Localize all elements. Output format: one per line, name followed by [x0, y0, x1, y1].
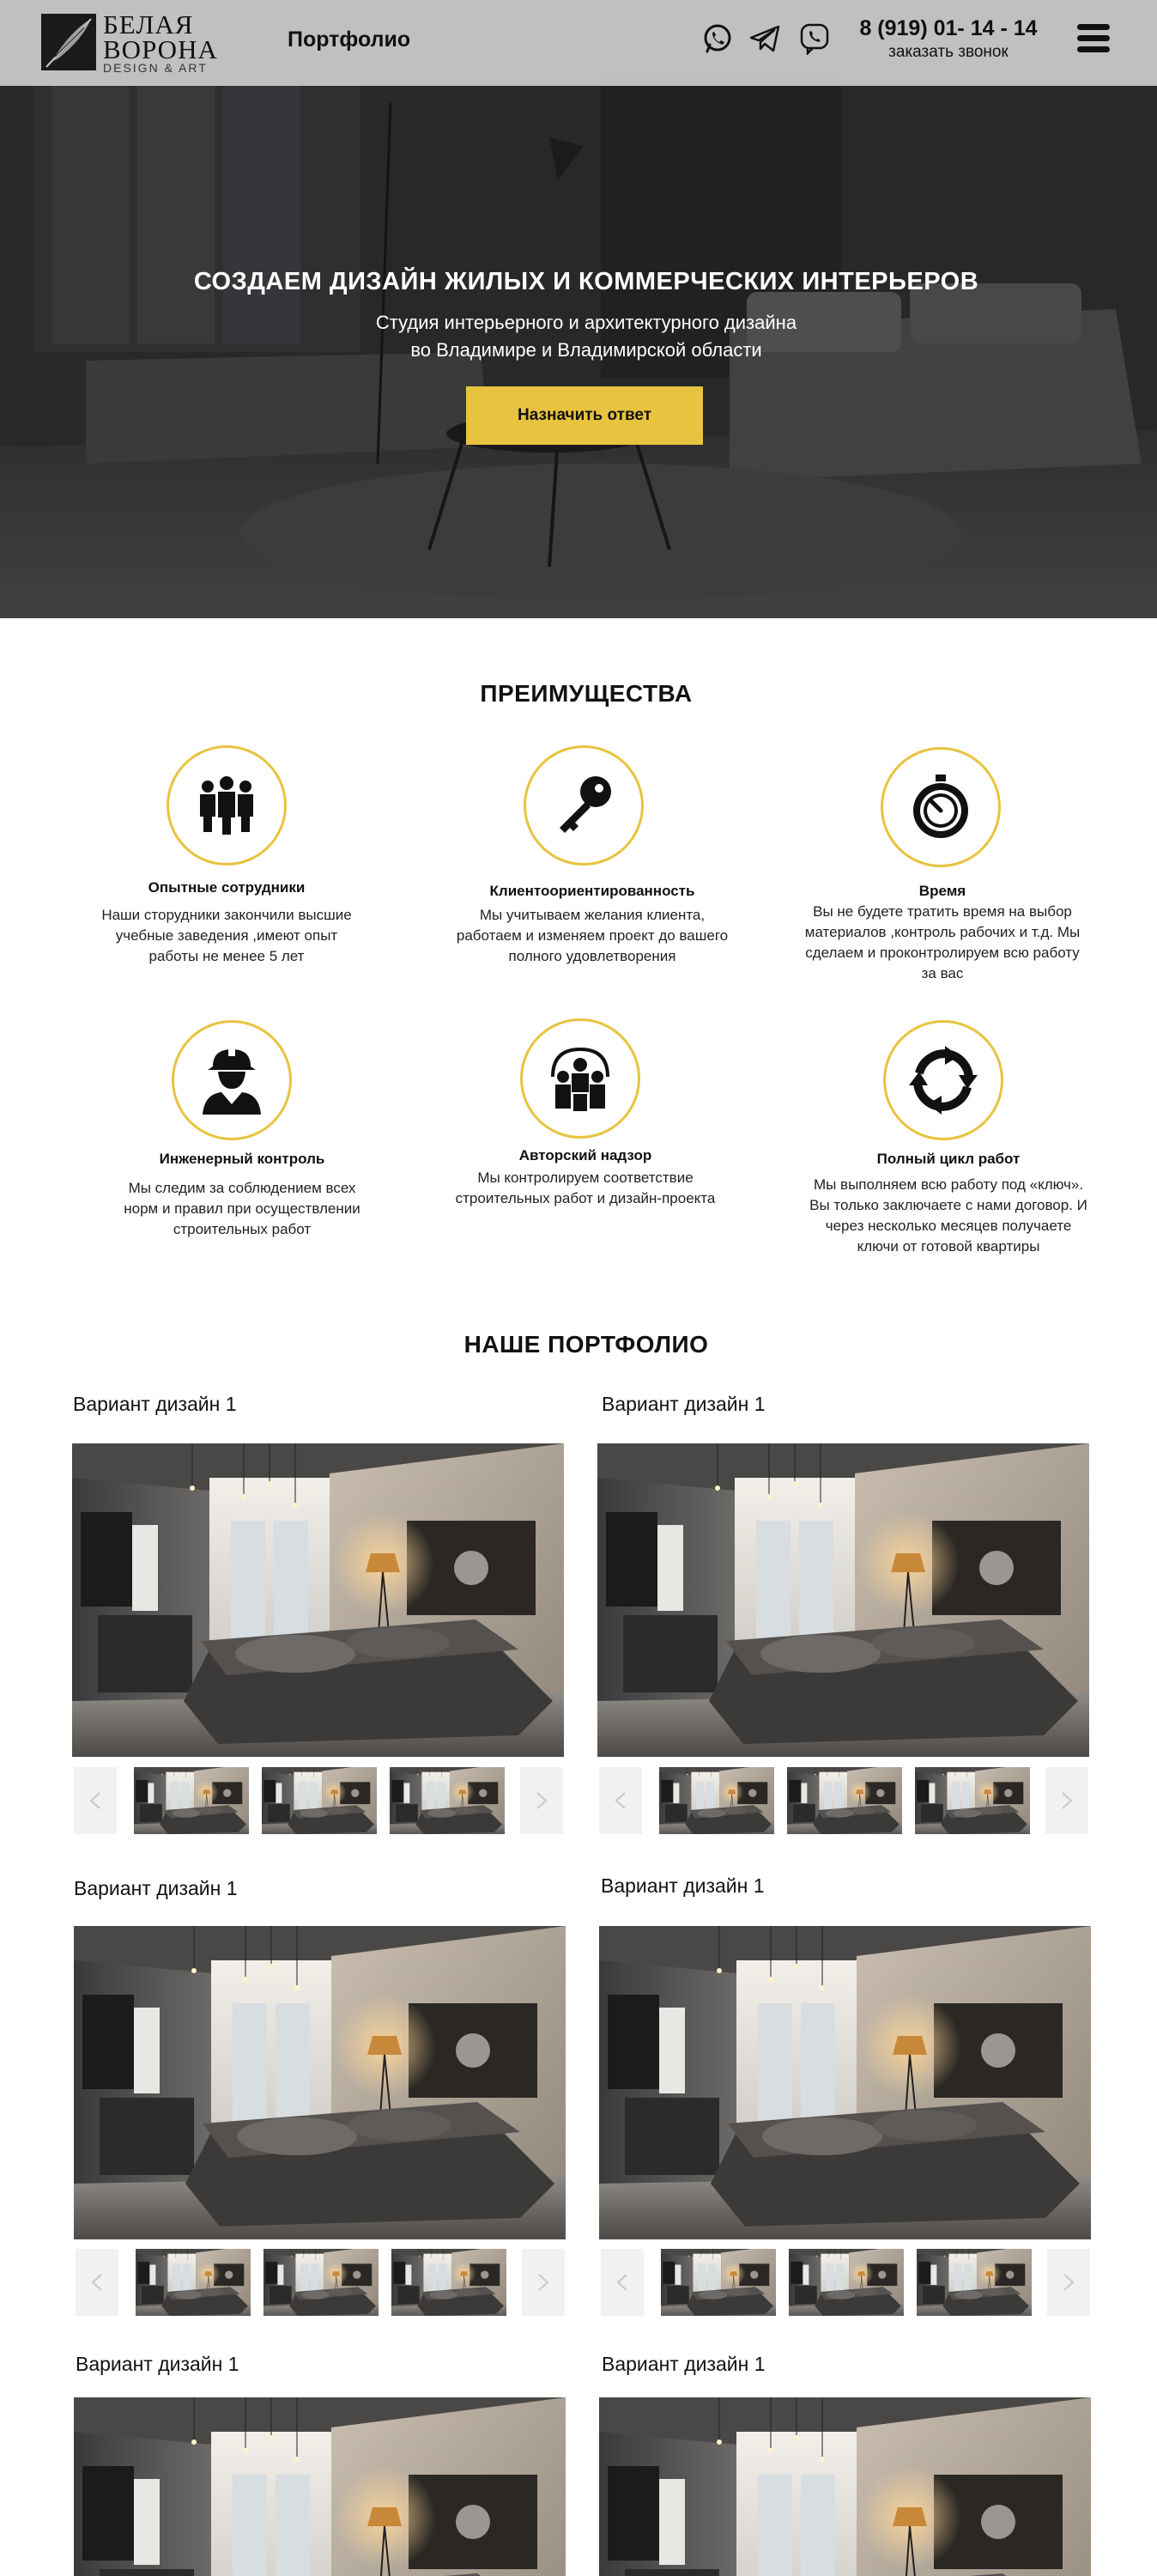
- portfolio-thumbnail[interactable]: [915, 1767, 1030, 1834]
- portfolio-thumbnail[interactable]: [391, 2249, 506, 2316]
- advantage-title: Инженерный контроль: [159, 1151, 325, 1167]
- logo-line3: DESIGN & ART: [103, 61, 208, 75]
- carousel-next-button[interactable]: [522, 2249, 565, 2316]
- advantage-text: [788, 902, 1097, 984]
- whatsapp-icon[interactable]: [701, 22, 734, 55]
- carousel-next-button[interactable]: [1045, 1767, 1088, 1834]
- cycle-arrows-icon: [883, 1020, 1003, 1140]
- portfolio-item-label: Вариант дизайн 1: [74, 1877, 238, 1899]
- nav-portfolio-link[interactable]: Портфолио: [288, 27, 411, 52]
- advantage-text-line: Мы контролируем соответствие: [477, 1170, 694, 1186]
- advantage-text-line: сделаем и проконтролируем всю работу: [805, 945, 1080, 961]
- advantage-item: [794, 1020, 1103, 1261]
- advantage-text: [794, 1175, 1103, 1257]
- stopwatch-icon: [881, 747, 1001, 867]
- portfolio-thumbnail[interactable]: [134, 1767, 249, 1834]
- advantage-title: Полный цикл работ: [876, 1151, 1021, 1167]
- advantage-item: [438, 745, 747, 986]
- phone-block: [841, 15, 1056, 64]
- logo-feather-icon: [41, 14, 96, 70]
- team-icon: [167, 745, 287, 866]
- advantage-text-line: Мы выполняем всю работу под «ключ».: [813, 1176, 1084, 1193]
- logo-line2: ВОРОНА: [103, 34, 218, 64]
- advantage-text: [88, 1178, 397, 1240]
- portfolio-thumbnail[interactable]: [661, 2249, 776, 2316]
- logo[interactable]: [41, 9, 218, 75]
- portfolio-thumbnail[interactable]: [789, 2249, 904, 2316]
- portfolio-main-image[interactable]: [599, 2397, 1091, 2576]
- hero-subtitle-line1: Студия интерьерного и архитектурного дизайна: [375, 312, 797, 333]
- portfolio-item-label: Вариант дизайн 1: [73, 1393, 237, 1415]
- portfolio-main-image[interactable]: [72, 1443, 564, 1757]
- portfolio-item-label: Вариант дизайн 1: [601, 1874, 765, 1897]
- advantage-text-line: за вас: [921, 965, 964, 981]
- portfolio-item-label: Вариант дизайн 1: [76, 2353, 239, 2375]
- portfolio-item-label: Вариант дизайн 1: [602, 1393, 766, 1415]
- logo-line1: БЕЛАЯ: [103, 9, 194, 39]
- portfolio-main-image[interactable]: [599, 1926, 1091, 2239]
- key-icon: [524, 745, 644, 866]
- portfolio-thumbnail[interactable]: [659, 1767, 774, 1834]
- hero-title: СОЗДАЕМ ДИЗАЙН ЖИЛЫХ И КОММЕРЧЕСКИХ ИНТЕРЬЕРОВ: [193, 268, 979, 295]
- hero-subtitle-line2: во Владимире и Владимирской области: [410, 339, 762, 361]
- advantage-text-line: полного удовлетворения: [508, 948, 676, 964]
- advantage-title: Время: [918, 883, 966, 899]
- portfolio-thumbnail[interactable]: [264, 2249, 379, 2316]
- advantage-item: [72, 745, 381, 986]
- carousel-next-button[interactable]: [520, 1767, 563, 1834]
- portfolio-thumbnail[interactable]: [390, 1767, 505, 1834]
- advantage-text-line: Вы не будете тратить время на выбор: [813, 903, 1072, 920]
- advantage-text-line: ключи от готовой квартиры: [857, 1238, 1040, 1255]
- advantage-text: [431, 1168, 740, 1209]
- carousel-next-button[interactable]: [1047, 2249, 1090, 2316]
- site-header: [0, 0, 1157, 86]
- advantage-text-line: материалов ,контроль рабочих и т.д. Мы: [804, 924, 1081, 940]
- portfolio-thumbnail[interactable]: [917, 2249, 1032, 2316]
- logo-text: [103, 9, 218, 75]
- viber-icon[interactable]: [798, 22, 831, 55]
- portfolio-thumbnail[interactable]: [136, 2249, 251, 2316]
- advantage-text-line: строительных работ: [173, 1221, 312, 1237]
- engineer-icon: [172, 1020, 292, 1140]
- portfolio-thumbnail[interactable]: [262, 1767, 377, 1834]
- portfolio-main-image[interactable]: [74, 2397, 566, 2576]
- supervision-icon: [520, 1018, 640, 1139]
- advantage-item: [788, 745, 1097, 994]
- advantage-text-line: Вы только заключаете с нами договор. И: [809, 1197, 1087, 1213]
- callback-link[interactable]: заказать звонок: [888, 43, 1009, 61]
- portfolio-title: НАШЕ ПОРТФОЛИО: [463, 1331, 709, 1358]
- portfolio-thumbnail[interactable]: [787, 1767, 902, 1834]
- telegram-icon[interactable]: [748, 22, 781, 55]
- advantage-text-line: строительных работ и дизайн-проекта: [455, 1190, 716, 1206]
- portfolio-main-image[interactable]: [597, 1443, 1089, 1757]
- advantage-text: [72, 905, 381, 967]
- hero-subtitle: [0, 309, 1157, 364]
- advantage-item: [431, 1018, 740, 1216]
- hamburger-menu-icon[interactable]: [1077, 24, 1112, 55]
- portfolio-main-image[interactable]: [74, 1926, 566, 2239]
- advantage-text-line: Мы учитываем желания клиента,: [479, 907, 706, 923]
- advantage-text-line: Наши сторудники закончили высшие: [101, 907, 352, 923]
- advantage-text-line: работаем и изменяем проект до вашего: [456, 927, 729, 944]
- advantage-text-line: Мы следим за соблюдением всех: [128, 1180, 356, 1196]
- book-meeting-button[interactable]: Назначить ответ: [466, 386, 703, 445]
- advantages-title: ПРЕИМУЩЕСТВА: [480, 680, 693, 707]
- advantage-text-line: учебные заведения ,имеют опыт: [115, 927, 338, 944]
- hero-section: [0, 0, 1157, 618]
- carousel-prev-button[interactable]: [74, 1767, 117, 1834]
- portfolio-item-label: Вариант дизайн 1: [602, 2353, 766, 2375]
- advantage-title: Авторский надзор: [518, 1147, 652, 1163]
- advantage-text-line: норм и правил при осуществлении: [124, 1200, 360, 1217]
- carousel-prev-button[interactable]: [599, 1767, 642, 1834]
- phone-number[interactable]: 8 (919) 01- 14 - 14: [859, 16, 1038, 40]
- carousel-prev-button[interactable]: [76, 2249, 118, 2316]
- advantage-text-line: работы не менее 5 лет: [148, 948, 305, 964]
- advantage-title: Опытные сотрудники: [148, 879, 306, 896]
- advantage-text-line: через несколько месяцев получаете: [825, 1218, 1072, 1234]
- advantage-text: [438, 905, 747, 967]
- advantage-title: Клиентоориентированность: [489, 883, 695, 899]
- carousel-prev-button[interactable]: [601, 2249, 644, 2316]
- advantage-item: [88, 1020, 397, 1243]
